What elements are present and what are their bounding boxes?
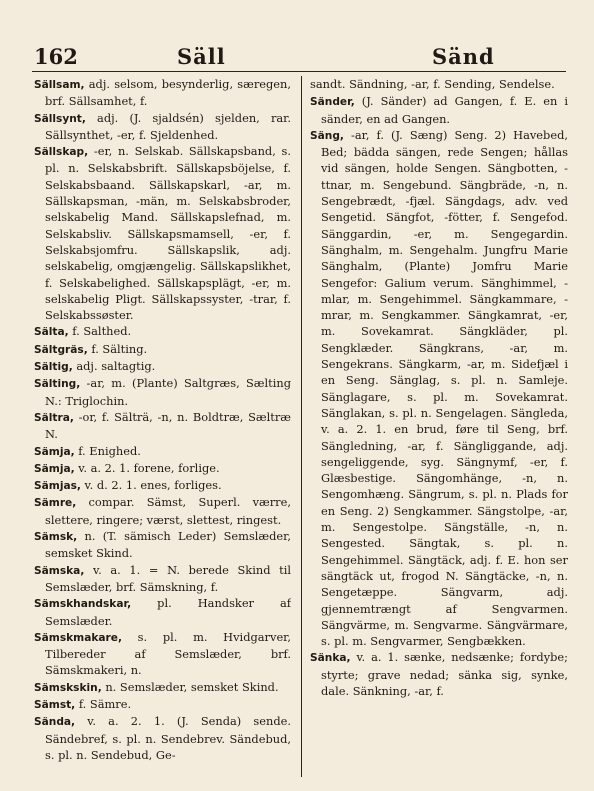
right-column (310, 76, 568, 781)
entry-definition: -ar, m. (Plante) Saltgræs, Sælting N.: Triglochin. (45, 376, 291, 408)
entry-definition: s. pl. m. Hvidgarver, Tilbereder af Semslæder, brf. Sämskmakeri, n. (45, 629, 291, 678)
dictionary-entry (34, 494, 291, 528)
entry-headword: Sältgräs, (34, 343, 88, 356)
entry-headword: Sältig, (34, 361, 73, 374)
dictionary-entry (34, 76, 291, 110)
entry-definition: v. a. 2. 1. forene, forlige. (74, 460, 220, 475)
entry-definition: pl. Handsker af Semslæder. (45, 596, 291, 628)
dictionary-entry (310, 93, 568, 127)
page-number: 162 (34, 44, 78, 69)
entry-definition: compar. Sämst, Superl. værre, slettere, ringere; værst, slettest, ringest. (45, 495, 291, 527)
entry-definition: f. Sälting. (87, 341, 148, 356)
entry-headword: Sälta, (34, 326, 69, 339)
entry-definition: v. a. 2. 1. (J. Senda) sende. Sändebref, s. pl. n. Sendebrev. Sändebud, s. pl. n. Sendebud, Ge- (45, 714, 291, 762)
entry-headword: Sämsk, (34, 531, 78, 544)
entry-headword: Sällskap, (34, 146, 89, 159)
dictionary-entry (34, 358, 291, 375)
entry-headword: Sämre, (34, 497, 77, 510)
entry-headword: Sända, (34, 716, 76, 729)
header-rule (32, 71, 566, 72)
entry-definition: f. Salthed. (68, 324, 132, 339)
entry-headword: Sämja, (34, 462, 75, 475)
entry-definition: adj. saltagtig. (72, 359, 156, 374)
dictionary-entry (34, 629, 291, 679)
entry-definition: v. a. 1. = N. berede Skind til Semslæder, brf. Sämskning, f. (45, 562, 291, 594)
entry-definition: -ar, f. (J. Sæng) Seng. 2) Havebed, Bed; bädda sängen, rede Sengen; hållas vid sängen, holde Sengen. Sängbotten, -ttnar, m. Sengebund. Sängbräde, -n, n. Sengebrædt, -fjæl. Sängdags, adv. ved Sengetid. Sängfot, -fötter, f. Sengefod. Sänggardin, -er, m. Sengegardin. Sänghalm, m. Sengehalm. Jungfru Marie Sänghalm, (Plante) Jomfru Marie Sengefor: Galium verum. Sänghimmel, -mlar, m. Sengehimmel. Sängkammare, -mrar, m. Sengkammer. Sängkamrat, -er, m. Sovekamrat. Sängkläder, pl. Sengklæder. Sängkrans, -ar, m. Sengekrans. Sängkarm, -ar, m. Sidefjæl i en Seng. Sänglag, s. pl. n. Samleje. Sänglagare, s. pl. m. Sovekamrat. Sänglakan, s. pl. n. Sengelagen. Sängleda, v. a. 2. 1. en brud, føre til Seng, brf. Sängledning, -ar, f. Sängliggande, adj. sengeliggende, syg. Sängnymf, -er, f. Glæsbestige. Sängomhänge, -n, n. Sengomhæng. Sängrum, s. pl. n. Plads for en Seng. 2) Sengkammer. Sängstolpe, -ar, m. Sengestolpe. Sängställe, -n, n. Sengested. Sängtak, s. pl. n. Sengehimmel. Sängtäck, adj. f. E. hon ser sängtäck ut, frogod N. Sängtäcke, -n, n. Sengetæppe. Sängvarm, adj. gjennemtrængt af Sengvarmen. Sängvärme, m. Sengvarme. Sängvärmare, s. pl. m. Sengvarmer, Sengbækken. (321, 127, 568, 649)
entry-definition: adj. selsom, besynderlig, særegen, brf. Sällsamhet, f. (45, 77, 291, 109)
dictionary-entry (310, 649, 568, 699)
left-column (34, 76, 291, 781)
entry-definition: -or, f. Sälträ, -n, n. Boldtræ, Sæltræ N. (45, 409, 291, 442)
entry-definition: f. Sämre. (75, 696, 132, 711)
dictionary-entry (34, 562, 291, 596)
entry-headword: Sänder, (310, 96, 355, 109)
dictionary-entry (310, 76, 568, 93)
dictionary-entry (34, 341, 291, 358)
entry-headword: Säng, (310, 129, 344, 142)
entry-definition: v. a. 1. sænke, nedsænke; fordybe; styrte; grave nedad; sänka sig, synke, dale. Sänkning, -ar, f. (321, 650, 568, 698)
left-guide-word: Säll (177, 44, 226, 69)
entry-definition: v. d. 2. 1. enes, forliges. (80, 478, 222, 493)
page-header (32, 40, 566, 70)
dictionary-entry (34, 409, 291, 443)
dictionary-entry (34, 679, 291, 696)
entry-headword: Sälting, (34, 378, 81, 391)
entry-headword: Sämska, (34, 564, 85, 577)
entry-definition: (J. Sänder) ad Gangen, f. E. en i sänder, en ad Gangen. (321, 94, 568, 126)
dictionary-entry (34, 713, 291, 763)
entry-headword: Sämskmakare, (34, 631, 122, 644)
dictionary-entry (34, 443, 291, 460)
entry-headword: Sämja, (34, 445, 75, 458)
column-divider (301, 76, 302, 777)
dictionary-entry (310, 127, 568, 650)
entry-definition: sandt. Sändning, -ar, f. Sending, Sendelse. (310, 77, 555, 91)
entry-headword: Sämjas, (34, 480, 81, 493)
dictionary-entry (34, 375, 291, 409)
dictionary-entry (34, 143, 291, 323)
entry-definition: n. Semslæder, semsket Skind. (101, 679, 279, 694)
entry-headword: Sältra, (34, 411, 74, 424)
entry-definition: n. (T. sämisch Leder) Semslæder, semsket Skind. (45, 529, 291, 561)
dictionary-entry (34, 528, 291, 562)
entry-definition: -er, n. Selskab. Sällskapsband, s. pl. n. Selskabsbrift. Sällskapsböjelse, f. Selskabsbaand. Sällskapskarl, -ar, m. Sällskapsman, -män, m. Selskabsbroder, selskabelig Mand. Sällskapslefnad, m. Selskabsliv. Sällskapsmamsell, -er, f. Selskabsjomfru. Sällskapslik, adj. selskabelig, omgjængelig. Sällskapslikhet, f. Selskabelighed. Sällskapsplägt, -er, m. selskabelig Pligt. Sällskapssyster, -trar, f. Selskabssøster. (45, 144, 291, 323)
dictionary-entry (34, 595, 291, 629)
dictionary-entry (34, 460, 291, 477)
entry-headword: Sällsynt, (34, 112, 86, 125)
entry-headword: Sänka, (310, 652, 351, 665)
dictionary-entry (34, 696, 291, 713)
entry-definition: adj. (J. sjaldsén) sjelden, rar. Sällsynthet, -er, f. Sjeldenhed. (45, 110, 291, 142)
dictionary-entry (34, 477, 291, 494)
dictionary-entry (34, 323, 291, 340)
entry-definition: f. Enighed. (74, 443, 141, 458)
entry-headword: Sällsam, (34, 79, 85, 91)
entry-headword: Sämskhandskar, (34, 598, 132, 611)
entry-headword: Sämskskin, (34, 681, 102, 694)
right-guide-word: Sänd (432, 44, 495, 69)
entry-headword: Sämst, (34, 698, 76, 711)
dictionary-entry (34, 110, 291, 144)
